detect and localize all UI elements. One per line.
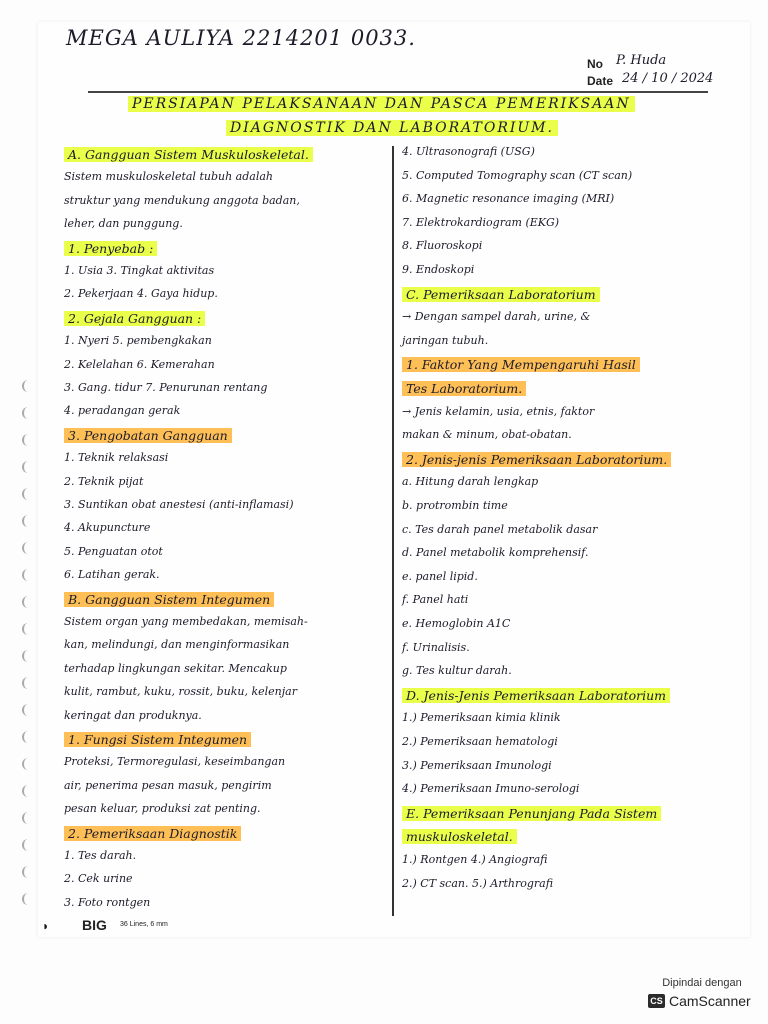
- right-note-line: [402, 192, 614, 205]
- binder-hole: [22, 623, 32, 635]
- left-note-line: [64, 521, 150, 534]
- left-note-line-text: terhadap lingkungan sekitar. Mencakup: [64, 661, 287, 675]
- left-note-line-text: 3. Pengobatan Gangguan: [64, 428, 232, 443]
- right-note-line-text: 5. Computed Tomography scan (CT scan): [402, 168, 633, 182]
- right-note-line: [402, 570, 478, 583]
- left-note-line: [64, 194, 300, 207]
- left-note-line-text: 1. Fungsi Sistem Integumen: [64, 732, 251, 747]
- no-value: P. Huda: [616, 53, 667, 68]
- binder-hole: [22, 785, 32, 797]
- right-note-line-text: 1.) Rontgen 4.) Angiografi: [402, 853, 548, 866]
- left-note-line-text: Sistem organ yang membedakan, memisah-: [64, 615, 308, 628]
- right-note-line-text: 8. Fluoroskopi: [402, 239, 483, 253]
- title-line-1: PERSIAPAN PELAKSANAAN DAN PASCA PEMERIKSAAN: [128, 96, 635, 112]
- left-note-line: [64, 592, 274, 607]
- right-note-line: [402, 806, 661, 821]
- notebook-brand: BIG: [82, 917, 107, 933]
- left-note-line-text: Proteksi, Termoregulasi, keseimbangan: [64, 755, 286, 769]
- left-note-line-text: A. Gangguan Sistem Muskuloskeletal.: [64, 147, 313, 162]
- left-note-line-text: struktur yang mendukung anggota badan,: [64, 193, 300, 207]
- right-note-line: [402, 546, 588, 559]
- date-label: Date: [587, 74, 614, 88]
- right-note-line: [402, 405, 594, 418]
- binder-hole: [22, 542, 32, 554]
- binder-hole: [22, 893, 32, 905]
- right-note-line: [402, 853, 548, 866]
- right-note-line-text: 2. Jenis-jenis Pemeriksaan Laboratorium.: [402, 452, 671, 467]
- right-note-line: [402, 287, 600, 302]
- right-note-line: [402, 617, 510, 630]
- right-note-line: [402, 782, 579, 795]
- right-note-line: [402, 310, 590, 323]
- left-note-line: [64, 498, 294, 511]
- right-note-line-text: 4. Ultrasonografi (USG): [402, 145, 535, 158]
- right-note-line: [402, 263, 474, 276]
- right-note-line: [402, 641, 470, 654]
- right-note-line: [402, 216, 559, 229]
- binder-hole: [22, 407, 32, 419]
- left-note-line-text: 6. Latihan gerak.: [64, 568, 160, 582]
- left-note-line-text: B. Gangguan Sistem Integumen: [64, 592, 274, 607]
- left-note-line: [64, 568, 160, 581]
- right-note-line-text: d. Panel metabolik komprehensif.: [402, 546, 589, 560]
- right-note-line-text: makan & minum, obat-obatan.: [402, 428, 572, 442]
- left-note-line: [64, 732, 251, 747]
- left-note-line: [64, 287, 218, 300]
- left-note-line-text: kan, melindungi, dan menginformasikan: [64, 638, 290, 652]
- right-note-line: [402, 145, 535, 158]
- right-note-line-text: 1.) Pemeriksaan kimia klinik: [402, 711, 561, 725]
- notebook-logo-icon: ◗: [42, 919, 50, 933]
- left-note-line-text: kulit, rambut, kuku, rossit, buku, kelenjar: [64, 685, 297, 699]
- left-note-line: [64, 779, 272, 792]
- left-note-line: [64, 872, 133, 885]
- right-note-line-text: a. Hitung darah lengkap: [402, 475, 539, 489]
- left-note-line: [64, 755, 285, 768]
- left-note-line-text: 1. Teknik relaksasi: [64, 451, 169, 465]
- right-note-line: [402, 475, 538, 488]
- left-note-line: [64, 217, 183, 230]
- left-note-line: [64, 826, 241, 841]
- binder-hole: [22, 515, 32, 527]
- student-name-id: MEGA AULIYA 2214201 0033.: [66, 26, 416, 50]
- left-note-line: [64, 264, 214, 277]
- left-note-line-text: 2. Pekerjaan 4. Gaya hidup.: [64, 287, 218, 301]
- right-note-line-text: f. Panel hati: [402, 593, 469, 607]
- binder-hole: [22, 650, 32, 662]
- right-note-line-text: 3.) Pemeriksaan Imunologi: [402, 758, 552, 772]
- camscanner-logo-icon: CS: [648, 994, 665, 1008]
- scanned-with-label: Dipindai dengan: [662, 977, 742, 989]
- right-note-line: [402, 877, 553, 890]
- binder-hole: [22, 731, 32, 743]
- right-note-line-text: Tes Laboratorium.: [402, 381, 526, 396]
- right-note-line: [402, 169, 632, 182]
- left-note-line-text: leher, dan punggung.: [64, 217, 183, 231]
- left-note-line-text: 3. Foto rontgen: [64, 895, 151, 909]
- right-note-line-text: 2.) Pemeriksaan hematologi: [402, 735, 558, 748]
- right-note-line-text: f. Urinalisis.: [402, 640, 470, 654]
- right-note-line: [402, 735, 558, 748]
- binder-hole: [22, 380, 32, 392]
- right-note-line: [402, 239, 482, 252]
- right-note-line-text: b. protrombin time: [402, 499, 508, 512]
- right-note-line-text: C. Pemeriksaan Laboratorium: [402, 287, 600, 302]
- left-note-line: [64, 241, 157, 256]
- right-note-line: [402, 711, 561, 724]
- no-label: No: [587, 57, 603, 71]
- right-note-line-text: 6. Magnetic resonance imaging (MRI): [402, 192, 615, 206]
- left-note-line: [64, 475, 143, 488]
- left-note-line: [64, 545, 163, 558]
- left-note-line-text: 1. Nyeri 5. pembengkakan: [64, 334, 212, 348]
- binder-hole: [22, 839, 32, 851]
- right-note-line-text: e. Hemoglobin A1C: [402, 617, 511, 630]
- left-note-line-text: 2. Cek urine: [64, 872, 133, 886]
- right-note-line-text: 7. Elektrokardiogram (EKG): [402, 215, 560, 229]
- right-note-line: [402, 688, 670, 703]
- left-note-line: [64, 615, 308, 628]
- left-note-line-text: 4. Akupuncture: [64, 521, 151, 535]
- camscanner-name: CamScanner: [669, 993, 751, 1009]
- right-note-line-text: → Jenis kelamin, usia, etnis, faktor: [402, 404, 595, 418]
- left-note-line-text: 5. Penguatan otot: [64, 544, 163, 558]
- date-value: 24 / 10 / 2024: [622, 71, 714, 86]
- left-note-line-text: 1. Usia 3. Tingkat aktivitas: [64, 264, 215, 277]
- right-note-line-text: jaringan tubuh.: [402, 333, 489, 347]
- right-note-line: [402, 452, 671, 467]
- binder-hole: [22, 434, 32, 446]
- left-note-line: [64, 428, 232, 443]
- right-note-line-text: → Dengan sampel darah, urine, &: [402, 310, 591, 324]
- right-note-line-text: D. Jenis-Jenis Pemeriksaan Laboratorium: [402, 688, 670, 703]
- right-note-line-text: muskuloskeletal.: [402, 829, 517, 844]
- binder-holes: [22, 380, 34, 940]
- right-note-line: [402, 593, 468, 606]
- left-note-line: [64, 147, 313, 162]
- left-note-line: [64, 170, 273, 183]
- right-note-line: [402, 829, 517, 844]
- left-note-line: [64, 381, 267, 394]
- column-divider: [392, 146, 394, 916]
- left-note-line-text: 1. Penyebab :: [64, 241, 157, 256]
- left-note-line-text: 2. Pemeriksaan Diagnostik: [64, 826, 241, 841]
- left-note-line-text: 2. Gejala Gangguan :: [64, 311, 205, 326]
- left-note-line: [64, 451, 168, 464]
- right-note-line-text: E. Pemeriksaan Penunjang Pada Sistem: [402, 806, 661, 821]
- binder-hole: [22, 758, 32, 770]
- right-note-line-text: 1. Faktor Yang Mempengaruhi Hasil: [402, 357, 640, 372]
- left-note-line-text: 3. Suntikan obat anestesi (anti-inflamasi): [64, 498, 294, 511]
- left-note-line-text: air, penerima pesan masuk, pengirim: [64, 778, 272, 792]
- right-note-line-text: 4.) Pemeriksaan Imuno-serologi: [402, 782, 580, 796]
- left-note-line-text: 1. Tes darah.: [64, 849, 137, 862]
- right-note-line: [402, 499, 508, 512]
- binder-hole: [22, 677, 32, 689]
- left-note-line-text: keringat dan produknya.: [64, 708, 202, 722]
- right-note-line-text: 2.) CT scan. 5.) Arthrografi: [402, 876, 554, 890]
- right-note-line-text: g. Tes kultur darah.: [402, 664, 512, 678]
- right-note-line-text: c. Tes darah panel metabolik dasar: [402, 522, 598, 536]
- right-note-line: [402, 759, 552, 772]
- left-note-line-text: 3. Gang. tidur 7. Penurunan rentang: [64, 381, 268, 394]
- left-note-line: [64, 311, 205, 326]
- binder-hole: [22, 812, 32, 824]
- title-line-2: DIAGNOSTIK DAN LABORATORIUM.: [226, 120, 558, 136]
- binder-hole: [22, 596, 32, 608]
- binder-hole: [22, 488, 32, 500]
- left-note-line: [64, 638, 289, 651]
- binder-hole: [22, 866, 32, 878]
- right-note-line-text: 9. Endoskopi: [402, 263, 475, 276]
- binder-hole: [22, 461, 32, 473]
- left-note-line: [64, 662, 287, 675]
- left-note-line-text: 4. peradangan gerak: [64, 404, 181, 418]
- right-note-line: [402, 664, 512, 677]
- right-note-line: [402, 381, 526, 396]
- right-note-line-text: e. panel lipid.: [402, 569, 478, 583]
- left-note-line: [64, 404, 180, 417]
- binder-hole: [22, 569, 32, 581]
- left-note-line-text: 2. Kelelahan 6. Kemerahan: [64, 357, 215, 371]
- left-note-line-text: Sistem muskuloskeletal tubuh adalah: [64, 170, 273, 184]
- right-note-line: [402, 357, 640, 372]
- right-note-line: [402, 428, 572, 441]
- right-note-line: [402, 523, 597, 536]
- left-note-line-text: 2. Teknik pijat: [64, 474, 144, 488]
- right-note-line: [402, 334, 488, 347]
- left-note-line: [64, 685, 297, 698]
- left-note-line: [64, 849, 136, 862]
- left-note-line: [64, 334, 212, 347]
- binder-hole: [22, 704, 32, 716]
- notebook-brand-sub: 36 Lines, 6 mm: [120, 921, 168, 928]
- left-note-line-text: pesan keluar, produksi zat penting.: [64, 802, 261, 816]
- left-note-line: [64, 709, 202, 722]
- left-note-line: [64, 358, 215, 371]
- camscanner-watermark: [648, 977, 756, 1009]
- left-note-line: [64, 896, 150, 909]
- left-note-line: [64, 802, 261, 815]
- header-rule: [88, 91, 708, 93]
